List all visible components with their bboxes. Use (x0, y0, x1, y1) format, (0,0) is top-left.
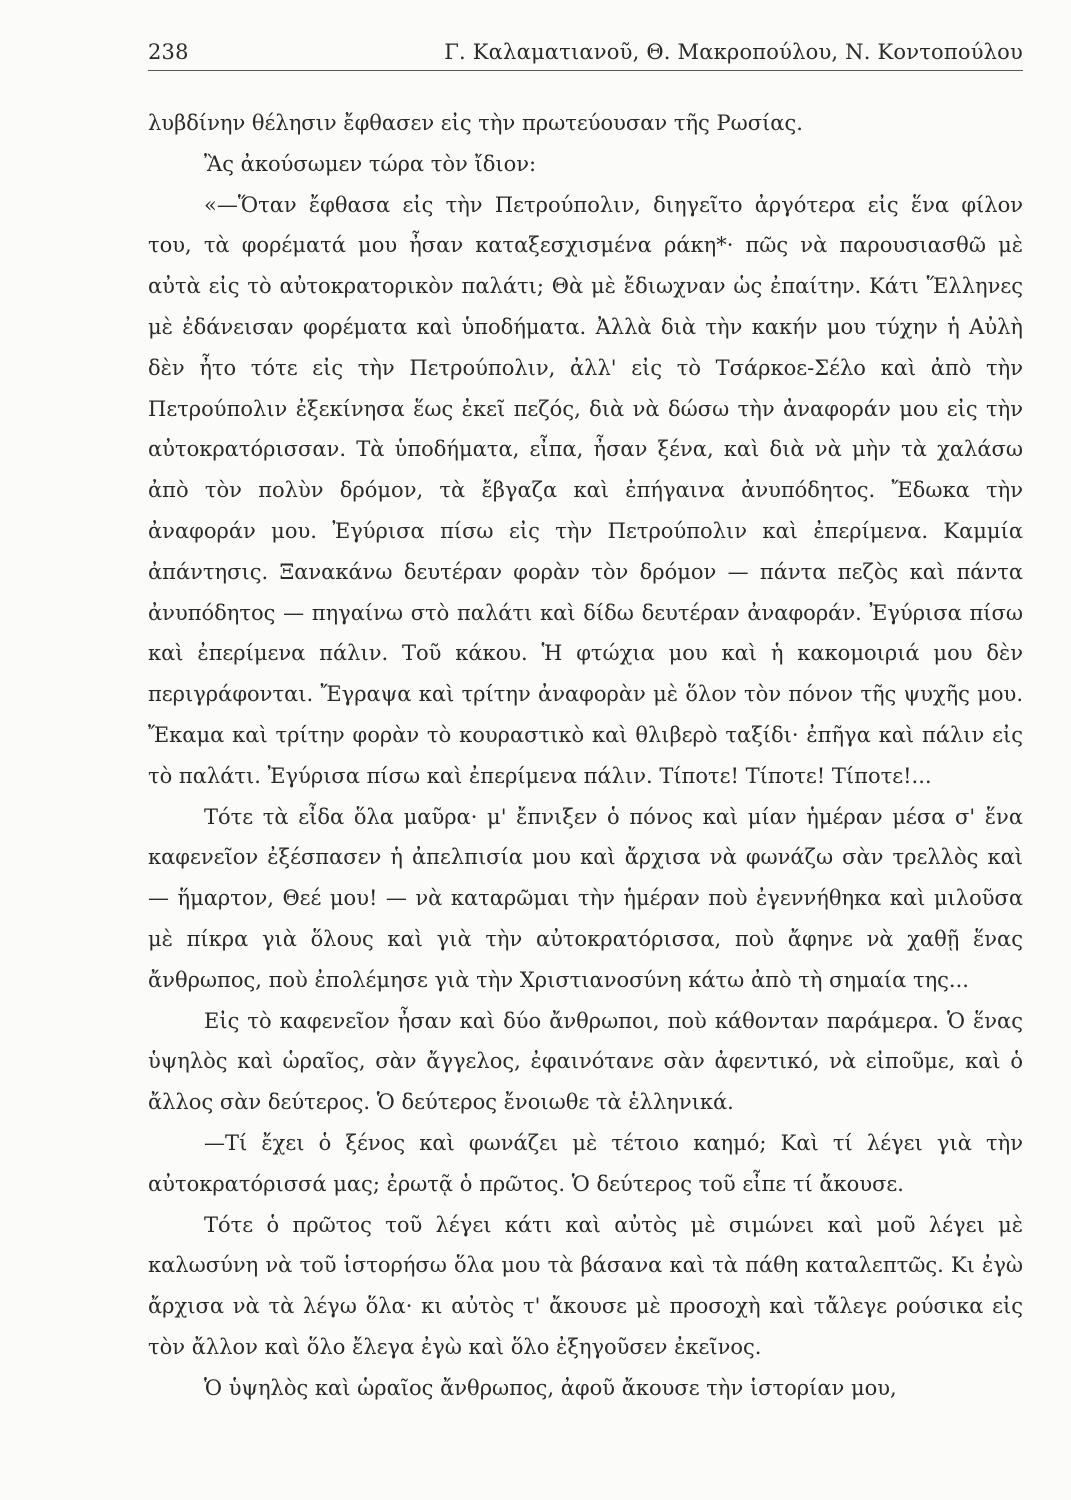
body-text (148, 103, 1023, 1409)
paragraph: Τότε τὰ εἶδα ὅλα μαῦρα· μ' ἔπνιξεν ὁ πόνος καὶ μίαν ἡμέραν μέσα σ' ἕνα καφενεῖον ἐξέσπασεν ἡ ἀπελπισία μου καὶ ἄρχισα νὰ φωνάζω σὰν τρελλὸς καὶ — ἥμαρτον, Θεέ μου! — νὰ καταρῶμαι τὴν ἡμέραν ποὺ ἐγεννήθηκα καὶ μιλοῦσα μὲ πίκρα γιὰ ὅλους καὶ γιὰ τὴν αὐτοκρατόρισσα, ποὺ ἄφηνε νὰ χαθῇ ἕνας ἄνθρωπος, ποὺ ἐπολέμησε γιὰ τὴν Χριστιανοσύνη κάτω ἀπὸ τὴ σημαία της... (148, 804, 1023, 992)
running-head (148, 40, 1023, 71)
paragraph: Εἰς τὸ καφενεῖον ἦσαν καὶ δύο ἄνθρωποι, ποὺ κάθονταν παράμερα. Ὁ ἕνας ὑψηλὸς καὶ ὡραῖος, σὰν ἄγγελος, ἐφαινότανε σὰν ἀφεντικό, νὰ εἰποῦμε, καὶ ὁ ἄλλος σὰν δεύτερος. Ὁ δεύτερος ἔνοιωθε τὰ ἑλληνικά. (148, 1008, 1023, 1115)
paragraph: Ἂς ἀκούσωμεν τώρα τὸν ἴδιον: (204, 151, 537, 176)
paragraph: —Τί ἔχει ὁ ξένος καὶ φωνάζει μὲ τέτοιο καημό; Καὶ τί λέγει γιὰ τὴν αὐτοκρατόρισσά μας; ἐρωτᾷ ὁ πρῶτος. Ὁ δεύτερος τοῦ εἶπε τί ἄκουσε. (148, 1130, 1023, 1196)
paragraph: «—Ὅταν ἔφθασα εἰς τὴν Πετρούπολιν, διηγεῖτο ἀργότερα εἰς ἕνα φίλον του, τὰ φορέματά μου ἦσαν καταξεσχισμένα ράκη*· πῶς νὰ παρουσιασθῶ μὲ αὐτὰ εἰς τὸ αὐτοκρατορικὸν παλάτι; Θὰ μὲ ἔδιωχναν ὡς ἐπαίτην. Κάτι Ἕλληνες μὲ ἐδάνεισαν φορέματα καὶ ὑποδήματα. Ἀλλὰ διὰ τὴν κακήν μου τύχην ἡ Αὐλὴ δὲν ἦτο τότε εἰς τὴν Πετρούπολιν, ἀλλ' εἰς τὸ Τσάρκοε-Σέλο καὶ ἀπὸ τὴν Πετρούπολιν ἐξεκίνησα ἕως ἐκεῖ πεζός, διὰ νὰ δώσω τὴν ἀναφοράν μου εἰς τὴν αὐτοκρατόρισσαν. Τὰ ὑποδήματα, εἶπα, ἦσαν ξένα, καὶ διὰ νὰ μὴν τὰ χαλάσω ἀπὸ τὸν πολὺν δρόμον, τὰ ἔβγαζα καὶ ἐπήγαινα ἀνυπόδητος. Ἔδωκα τὴν ἀναφοράν μου. Ἐγύρισα πίσω εἰς τὴν Πετρούπολιν καὶ ἐπερίμενα. Καμμία ἀπάντησις. Ξανακάνω δευτέραν φορὰν τὸν δρόμον — πάντα πεζὸς καὶ πάντα ἀνυπόδητος — πηγαίνω στὸ παλάτι καὶ δίδω δευτέραν ἀναφοράν. Ἐγύρισα πίσω καὶ ἐπερίμενα πάλιν. Τοῦ κάκου. Ἡ φτώχια μου καὶ ἡ κακομοιριά μου δὲν περιγράφονται. Ἔγραψα καὶ τρίτην ἀναφορὰν μὲ ὅλον τὸν πόνον τῆς ψυχῆς μου. Ἔκαμα καὶ τρίτην φορὰν τὸ κουραστικὸ καὶ θλιβερὸ ταξίδι· ἐπῆγα καὶ πάλιν εἰς τὸ παλάτι. Ἐγύρισα πίσω καὶ ἐπερίμενα πάλιν. Τίποτε! Τίποτε! Τίποτε!... (148, 192, 1023, 788)
paragraph: Ὁ ὑψηλὸς καὶ ὡραῖος ἄνθρωπος, ἀφοῦ ἄκουσε τὴν ἱστορίαν μου, (204, 1375, 897, 1400)
page-number: 238 (148, 40, 189, 64)
paragraph: λυβδίνην θέλησιν ἔφθασεν εἰς τὴν πρωτεύουσαν τῆς Ρωσίας. (148, 111, 803, 135)
paragraph: Τότε ὁ πρῶτος τοῦ λέγει κάτι καὶ αὐτὸς μὲ σιμώνει καὶ μοῦ λέγει μὲ καλωσύνη νὰ τοῦ ἱστορήσω ὅλα μου τὰ βάσανα καὶ τὰ πάθη καταλεπτῶς. Κι ἐγὼ ἄρχισα νὰ τὰ λέγω ὅλα· κι αὐτὸς τ' ἄκουσε μὲ προσοχὴ καὶ τἄλεγε ρούσικα εἰς τὸν ἄλλον καὶ ὅλο ἔλεγα ἐγὼ καὶ ὅλο ἐξηγοῦσεν ἐκεῖνος. (148, 1212, 1023, 1359)
header-authors: Γ. Καλαματιανοῦ, Θ. Μακροπούλου, Ν. Κοντοπούλου (444, 40, 1023, 64)
